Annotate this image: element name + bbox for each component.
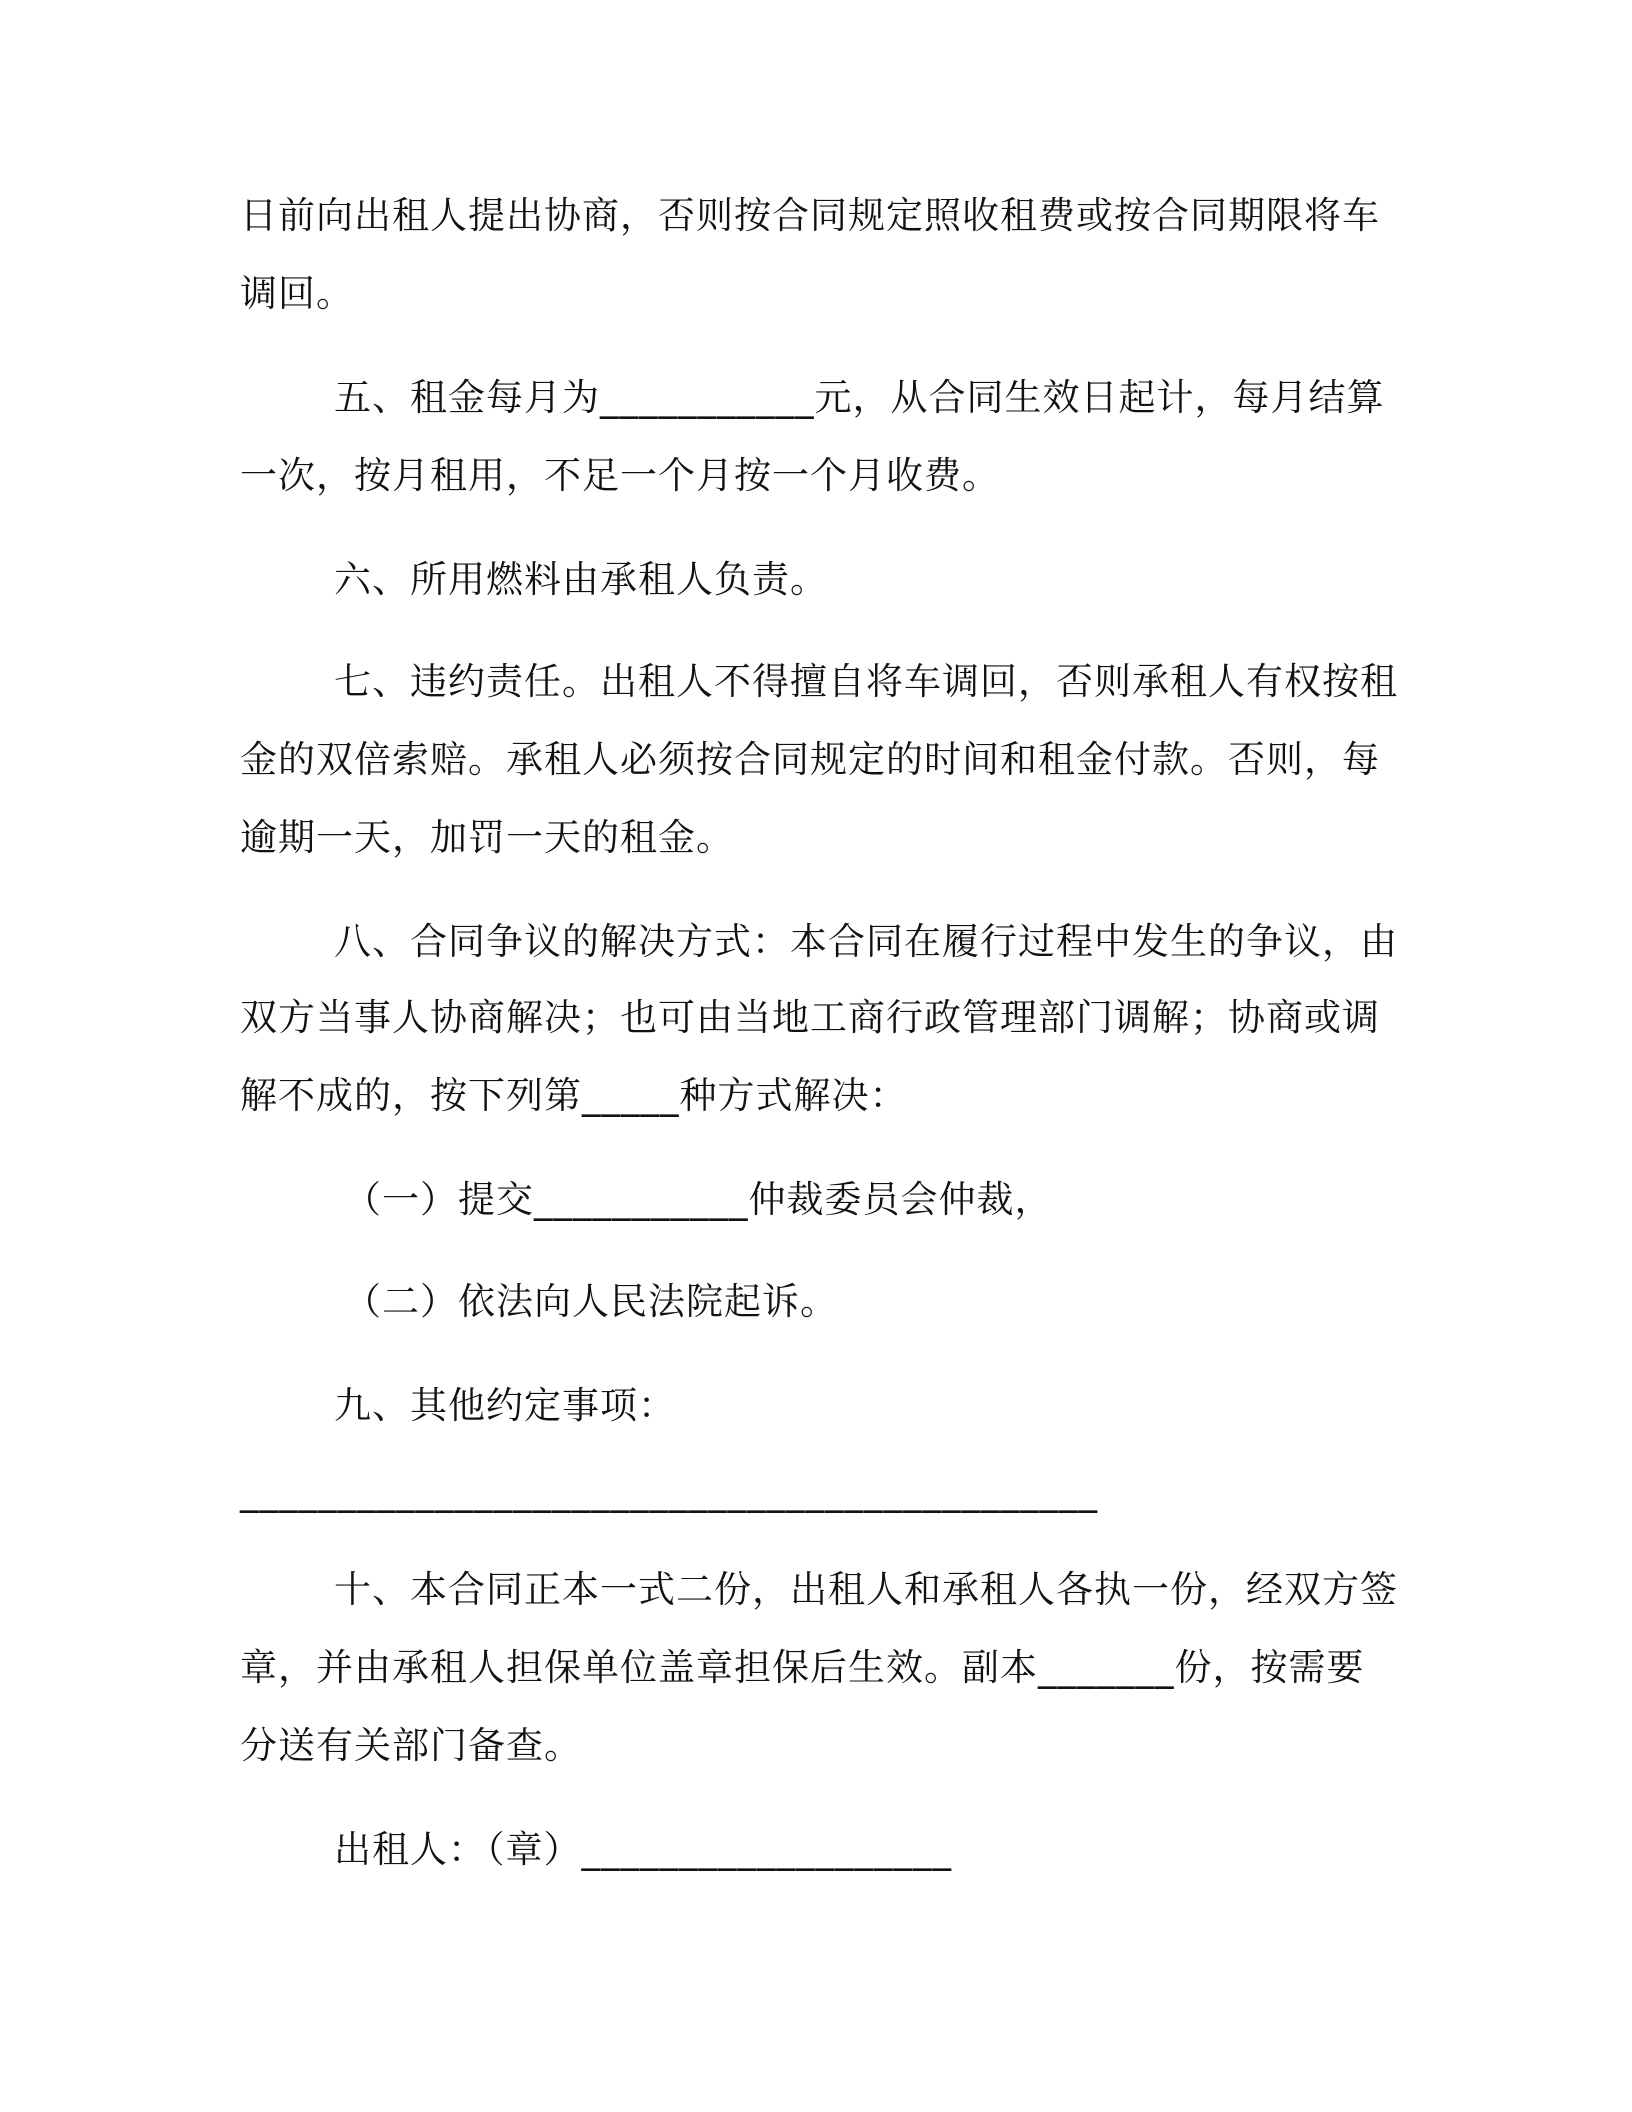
text-line: 双方当事人协商解决；也可由当地工商行政管理部门调解；协商或调: [240, 996, 1380, 1039]
lessor-signature-line: 出租人：（章）___________________: [334, 1828, 952, 1871]
blank-fill-line: ____________________________________________: [240, 1470, 1098, 1513]
text-line: 日前向出租人提出协商，否则按合同规定照收租费或按合同期限将车: [240, 194, 1380, 237]
text-line: 逾期一天，加罚一天的租金。: [240, 816, 734, 859]
clause-5-line: 五、租金每月为___________元，从合同生效日起计，每月结算: [334, 376, 1385, 419]
text-line: 分送有关部门备查。: [240, 1724, 582, 1767]
text-line: 金的双倍索赔。承租人必须按合同规定的时间和租金付款。否则，每: [240, 738, 1380, 781]
clause-7-line: 七、违约责任。出租人不得擅自将车调回，否则承租人有权按租: [334, 660, 1398, 703]
clause-10-line: 十、本合同正本一式二份，出租人和承租人各执一份，经双方签: [334, 1568, 1398, 1611]
text-line: 章，并由承租人担保单位盖章担保后生效。副本_______份，按需要: [240, 1646, 1365, 1689]
clause-8-line: 八、合同争议的解决方式：本合同在履行过程中发生的争议，由: [334, 920, 1398, 963]
text-line: 一次，按月租用，不足一个月按一个月收费。: [240, 454, 1000, 497]
text-line: 调回。: [240, 272, 354, 315]
text-line: 解不成的，按下列第_____种方式解决：: [240, 1074, 908, 1117]
option-2-line: （二）依法向人民法院起诉。: [344, 1280, 838, 1323]
clause-6-line: 六、所用燃料由承租人负责。: [334, 558, 828, 601]
option-1-line: （一）提交___________仲裁委员会仲裁，: [344, 1178, 1053, 1221]
clause-9-line: 九、其他约定事项：: [334, 1384, 676, 1427]
